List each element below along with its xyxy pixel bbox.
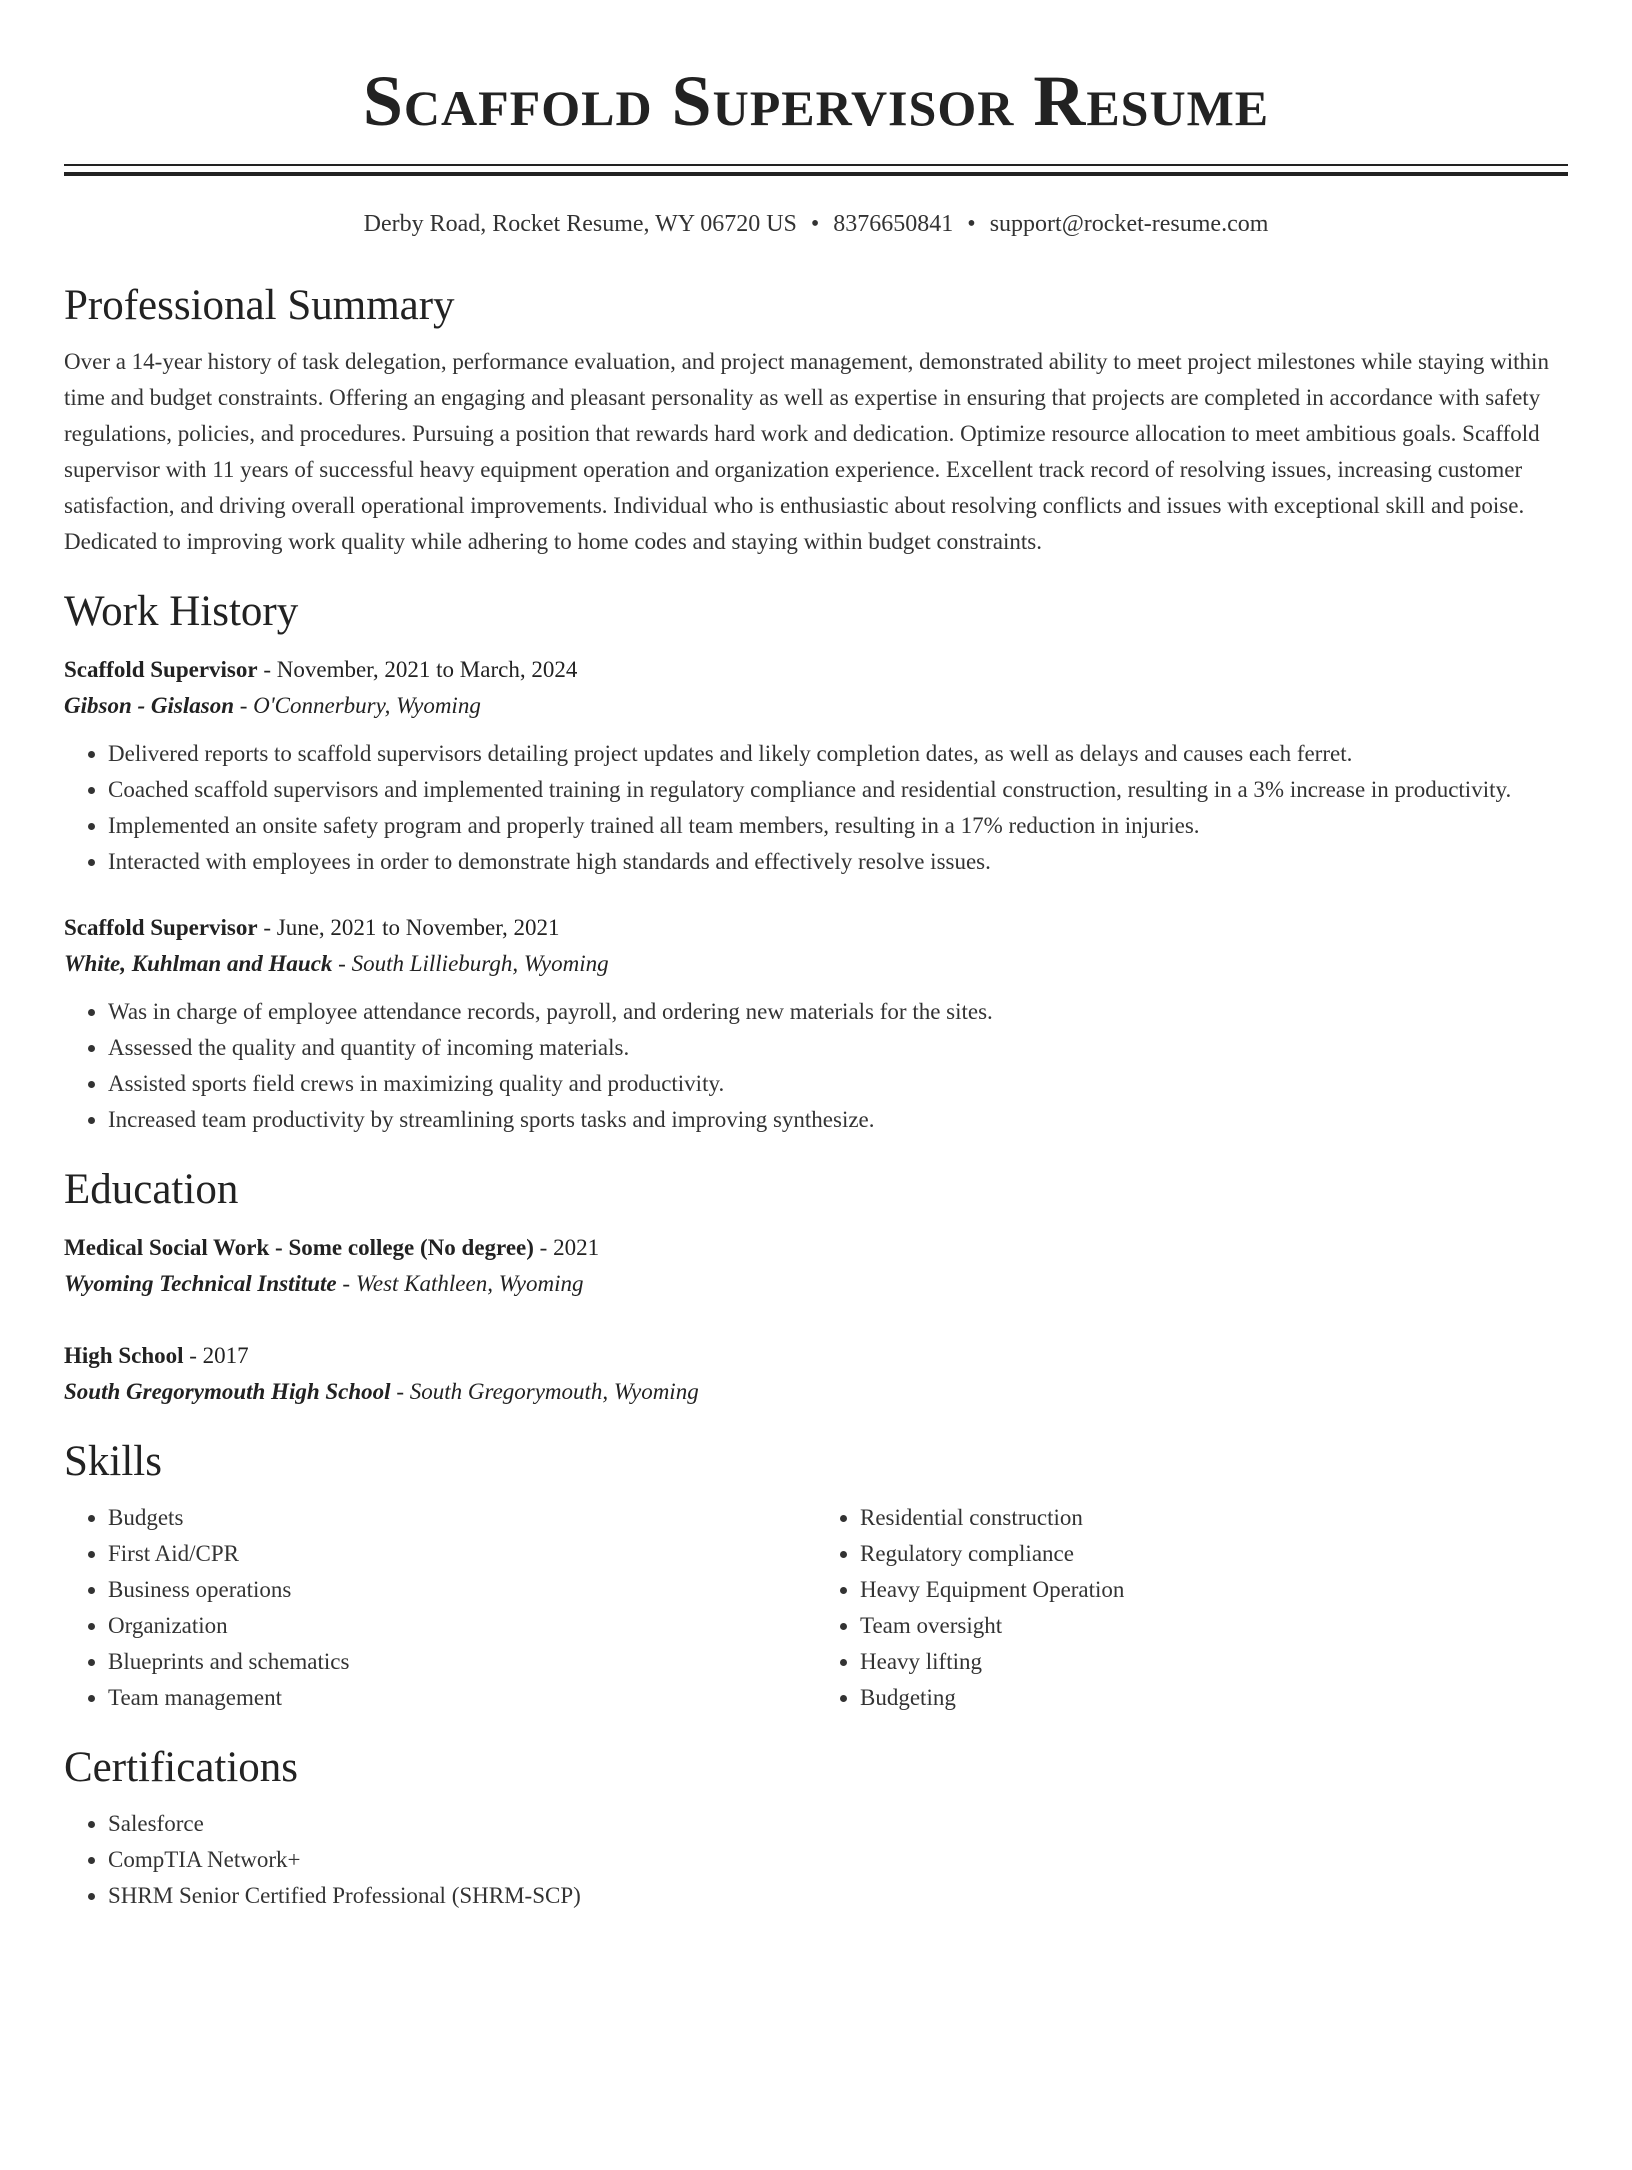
job-bullets [64,994,1568,1138]
contact-separator: • [810,211,820,237]
education-location: - West Kathleen, Wyoming [336,1271,584,1296]
skill-item: • Residential construction [860,1500,1568,1536]
contact-separator: • [967,211,976,237]
skill-item: • Team management [108,1680,816,1716]
job-entry [64,652,1568,880]
skill-item: • Team oversight [860,1608,1568,1644]
skill-item: • First Aid/CPR [108,1536,816,1572]
skills-heading: Skills [64,1438,162,1485]
education-degree-line [64,1230,1568,1266]
skill-item: • Heavy Equipment Operation [860,1572,1568,1608]
education-entry [64,1230,1568,1302]
job-bullet: • Interacted with employees in order to demonstrate high standards and effectively resolve issues. [108,844,1568,880]
job-location: - O'Connerbury, Wyoming [233,693,481,718]
skill-item: • Regulatory compliance [860,1536,1568,1572]
job-company-line [64,688,1568,724]
job-title-line [64,910,1568,946]
job-bullet: • Increased team productivity by streamlining sports tasks and improving synthesize. [108,1102,1568,1138]
job-bullet: • Delivered reports to scaffold supervisors detailing project updates and likely completion dates, as well as delays and causes each ferret. [108,736,1568,772]
skills-column-left [64,1500,816,1716]
skills-grid [64,1500,1568,1716]
job-bullets [64,736,1568,880]
education-year: - 2021 [533,1235,600,1260]
summary-text: Over a 14-year history of task delegation, performance evaluation, and project management, demonstrated ability to meet project milestones while staying within time and budget constraints. Offering an engaging and pleasant personality as well as expertise in ensuring that projects are completed in accordance with safety regulations, policies, and procedures. Pursuing a position that rewards hard work and dedication. Optimize resource allocation to meet ambitious goals. Scaffold supervisor with 11 years of successful heavy equipment operation and organization experience. Excellent track record of resolving issues, increasing customer satisfaction, and driving overall operational improvements. Individual who is enthusiastic about resolving conflicts and issues with exceptional skill and poise. Dedicated to improving work quality while adhering to home codes and staying within budget constraints. [64,349,1549,554]
contact-email[interactable]: support@rocket-resume.com [989,211,1269,237]
work-history-heading: Work History [64,588,299,635]
resume-page [0,58,1632,2170]
contact-info [64,206,1568,242]
education-degree: Medical Social Work - Some college (No degree) [64,1235,534,1260]
job-title: Scaffold Supervisor [64,915,258,940]
resume-title: Scaffold Supervisor Resume [362,61,1270,141]
job-company: Gibson - Gislason [64,693,234,718]
education-heading: Education [64,1166,239,1213]
certification-item: • CompTIA Network+ [108,1842,1568,1878]
title-divider [64,164,1568,176]
education-location: - South Gregorymouth, Wyoming [390,1379,699,1404]
certifications-list [64,1806,1568,1914]
contact-phone: 8376650841 [833,211,954,237]
certification-item: • SHRM Senior Certified Professional (SHRM-SCP) [108,1878,1568,1914]
certification-item: • Salesforce [108,1806,1568,1842]
job-bullet: • Implemented an onsite safety program and properly trained all team members, resulting in a 17% reduction in injuries. [108,808,1568,844]
job-bullet: • Coached scaffold supervisors and implemented training in regulatory compliance and residential construction, resulting in a 3% increase in productivity. [108,772,1568,808]
job-bullet: • Was in charge of employee attendance records, payroll, and ordering new materials for the sites. [108,994,1568,1030]
education-school: South Gregorymouth High School [64,1379,391,1404]
education-entry [64,1338,1568,1410]
summary-heading: Professional Summary [64,282,455,329]
job-company-line [64,946,1568,982]
education-school-line [64,1266,1568,1302]
job-company: White, Kuhlman and Hauck [64,951,333,976]
job-bullet: • Assisted sports field crews in maximizing quality and productivity. [108,1066,1568,1102]
skill-item: • Business operations [108,1572,816,1608]
divider-thick [64,172,1568,176]
education-school-line [64,1374,1568,1410]
job-bullet: • Assessed the quality and quantity of incoming materials. [108,1030,1568,1066]
skills-column-right [816,1500,1568,1716]
contact-address: Derby Road, Rocket Resume, WY 06720 US [363,211,797,237]
skill-item: • Heavy lifting [860,1644,1568,1680]
skill-item: • Organization [108,1608,816,1644]
skill-item: • Budgets [108,1500,816,1536]
education-degree: High School [64,1343,184,1368]
job-title-line [64,652,1568,688]
education-year: - 2017 [183,1343,249,1368]
skill-item: • Budgeting [860,1680,1568,1716]
education-degree-line [64,1338,1568,1374]
job-entry [64,910,1568,1138]
job-title: Scaffold Supervisor [64,657,258,682]
skill-item: • Blueprints and schematics [108,1644,816,1680]
certifications-heading: Certifications [64,1744,299,1791]
job-location: - South Lillieburgh, Wyoming [332,951,609,976]
education-school: Wyoming Technical Institute [64,1271,337,1296]
job-dates: - November, 2021 to March, 2024 [257,657,578,682]
job-dates: - June, 2021 to November, 2021 [257,915,560,940]
divider-thin [64,164,1568,166]
